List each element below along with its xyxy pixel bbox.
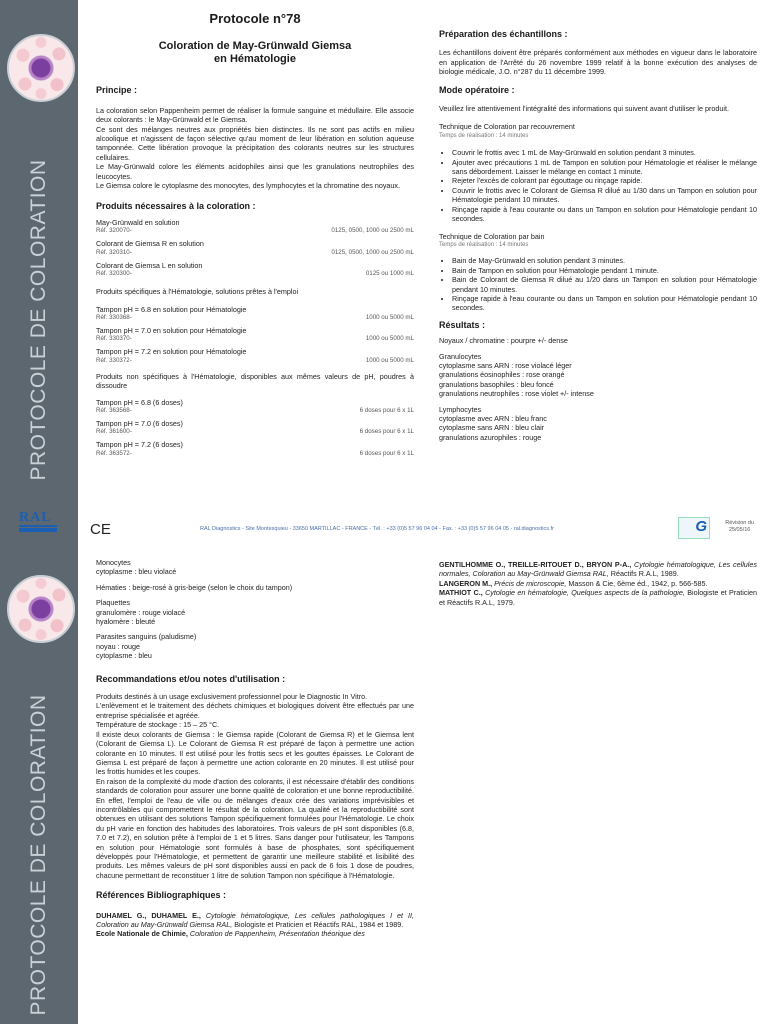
product-ref-row: [96, 249, 414, 257]
technique-recouvrement-title: Technique de Coloration par recouvrement: [439, 122, 575, 132]
principe-paragraph: Le May-Grünwald colore les éléments acidophiles ainsi que les granulations neutrophiles des leucocytes.: [96, 162, 414, 181]
technique-step: • Couvrir le frottis avec 1 mL de May-Grünwald en solution pendant 3 minutes.: [452, 148, 757, 157]
product-ref-row: [96, 335, 414, 343]
technique-recouvrement-time: Temps de réalisation : 14 minutes: [439, 132, 529, 139]
product-ref: Réf. 330370-: [96, 335, 132, 343]
resultat-line: granulations azurophiles : rouge: [439, 432, 542, 442]
technique-bain-steps: [439, 256, 757, 312]
product-name: Tampon pH = 7.2 en solution pour Hématologie: [96, 347, 247, 357]
product-item: [96, 305, 414, 322]
bibliography-entry: [439, 579, 757, 588]
product-ref-row: [96, 407, 414, 415]
product-name: Tampon pH = 7.0 (6 doses): [96, 418, 183, 428]
product-ref: Réf. 320070-: [96, 227, 132, 235]
page-footer: [90, 518, 758, 540]
product-name: Tampon pH = 7.0 en solution pour Hématologie: [96, 325, 247, 335]
bibliography-entry: [96, 929, 414, 938]
bibliography-title: Cytologie hématologique, Les cellules pathologiques I et II, Coloration au May-Grünwald Giemsa RAL,: [96, 910, 414, 929]
product-quantity: 1000 ou 5000 mL: [365, 335, 414, 343]
resultat-line: Hématies : beige-rosé à gris-beige (selon le choix du tampon): [96, 582, 293, 592]
bibliography-entry: [96, 911, 414, 930]
page-title: Protocole n°78: [209, 11, 301, 26]
product-ref: Réf. 361600-: [96, 428, 132, 436]
resultat-line: granulomère : rouge violacé: [96, 607, 186, 617]
resultats-hematies: [96, 583, 414, 592]
vertical-title-bottom: PROTOCOLE DE COLORATION: [27, 694, 50, 1016]
product-name: Colorant de Giemsa L en solution: [96, 260, 203, 270]
resultat-line: cytoplasme sans ARN : bleu clair: [439, 423, 545, 433]
product-ref: Réf. 320310-: [96, 248, 132, 256]
resultat-line: Noyaux / chromatine : pourpre +/- dense: [439, 336, 568, 346]
resultat-line: hyalomère : bleuté: [96, 617, 156, 627]
bibliography-publisher: Biologiste et Praticien et Réactifs RAL, 1984 et 1989.: [234, 920, 404, 929]
subtitle-line: en Hématologie: [214, 53, 296, 66]
resultat-line: cytoplasme sans ARN : rose violacé léger: [439, 360, 572, 370]
recommandation-paragraph: Température de stockage : 15 – 25 °C.: [96, 720, 220, 730]
bibliography-entry: [439, 588, 757, 607]
bibliography-publisher: Masson & Cie, 6ème éd., 1942, p. 566-585.: [568, 578, 708, 588]
product-item: [96, 398, 414, 415]
product-name: Tampon pH = 6.8 en solution pour Hématologie: [96, 304, 247, 314]
technique-step: • Bain de May-Grünwald en solution pendant 3 minutes.: [452, 256, 757, 265]
right-column: [439, 30, 757, 442]
bibliography-list: [96, 911, 414, 939]
bibliography-list-right: [439, 560, 757, 607]
certification-logo: G: [678, 517, 710, 539]
product-ref-row: [96, 450, 414, 458]
page2-left-column: [96, 558, 414, 939]
resultats-monocytes: [96, 558, 414, 577]
technique-bain-time: Temps de réalisation : 14 minutes: [439, 241, 529, 248]
principe-paragraph: Le Giemsa colore le cytoplasme des monocytes, des lymphocytes et la chromatine des noyaux.: [96, 181, 401, 191]
technique-step: • Couvrir le frottis avec le Colorant de Giemsa R dilué au 1/30 dans un Tampon en solution pour Hématologie pendant 10 minutes.: [452, 186, 757, 205]
principe-paragraph: Ce sont des mélanges neutres aux propriétés bien distinctes. Ils ne sont pas actifs en milieu alcoolique et n'agissent de façon sélective qu'au moment de leur libération en solution aqueuse tamponnée. Cette libération provoque la précipitation des colorants neutres sur les structures cellulaires.: [96, 124, 414, 162]
resultat-line: Lymphocytes: [439, 404, 482, 414]
footer-address: RAL Diagnostics - Site Montesquieu - 33650 MARTILLAC - FRANCE - Tél. : +33 (0)5 57 96 04 04 - Fax. : +33 (0)5 57 96 04 05 - ral.diagnostics.fr: [200, 526, 554, 532]
product-item: [96, 419, 414, 436]
product-name: May-Grünwald en solution: [96, 217, 180, 227]
resultat-line: cytoplasme avec ARN : bleu franc: [439, 414, 547, 423]
resultat-line: Parasites sanguins (paludisme): [96, 632, 197, 642]
product-ref-row: [96, 314, 414, 322]
recommandation-paragraph: En raison de la complexité du mode d'action des colorants, il est nécessaire d'établir des conditions standards de coloration pour assurer une bonne qualité de coloration et une bonne reproductibilité. En effet, l'emploi de l'eau de ville ou de mélanges d'eaux crée des variations imprévisibles et incontrôlables qui compromettent le résultat de la coloration. La qualité et la reproductibilité sont obtenues en utilisant des solutions Tampon spécifiquement formulées pour l'Hématologie. Le choix du pH varie en fonction des habitudes des laboratoires. Trois valeurs de pH sont disponibles (6.8, 7.0 et 7.2), en solution prête à l'emploi de 1 et 5 litres. Sans danger pour l'utilisateur, les Tampons en solution pour Hématologie sont formulés à base de phosphates, sont spécifiquement développés pour l'Hématologie, et permettent de garantir une meilleure stabilité et lisibilité des produits. Les mêmes valeurs de pH sont disponibles aussi en pack de 6 fois 1 dose de poudres, chacune permettant de reconstituer 1 litre de solution Tampon non spécifique à l'Hématologie.: [96, 776, 414, 880]
product-list: [96, 218, 414, 278]
bibliography-entry: [439, 560, 757, 579]
specific-intro: Produits spécifiques à l'Hématologie, solutions prêtes à l'emploi: [96, 287, 299, 297]
product-quantity: 0125, 0500, 1000 ou 2500 mL: [331, 227, 414, 235]
bibliography-authors: DUHAMEL G., DUHAMEL E.,: [96, 910, 206, 920]
product-item: [96, 440, 414, 457]
product-ref: Réf. 320300-: [96, 270, 132, 278]
product-ref: Réf. 330368-: [96, 313, 132, 321]
preparation-heading: Préparation des échantillons :: [439, 29, 568, 39]
revision-info: Révision du 25/05/16: [725, 520, 754, 533]
resultat-line: granulations éosinophiles : rose orangé: [439, 370, 565, 380]
bibliography-publisher: Biologiste et Praticien et Réactifs R.A.L, 1979.: [439, 588, 758, 607]
bibliography-publisher: Réactifs R.A.L, 1989.: [610, 569, 679, 579]
resultat-line: cytoplasme : bleu violacé: [96, 567, 177, 577]
principe-paragraph: La coloration selon Pappenheim permet de réaliser la formule sanguine et médullaire. Elle associe deux colorants : le May-Grünwald et le Giemsa.: [96, 105, 414, 125]
bibliography-title: Coloration de Pappenheim, Présentation théorique des: [189, 929, 365, 939]
product-quantity: 1000 ou 5000 mL: [365, 313, 414, 321]
bibliography-authors: LANGERON M.,: [439, 578, 495, 588]
bibliographie-heading: Références Bibliographiques :: [96, 890, 227, 901]
product-item: [96, 326, 414, 343]
technique-step: • Rinçage rapide à l'eau courante ou dans un Tampon en solution pour Hématologie pendant 10 secondes.: [452, 205, 757, 224]
technique-step: • Ajouter avec précautions 1 mL de Tampon en solution pour Hématologie et réaliser le mélange sans débordement. Laisser le mélange en contact 1 minute.: [452, 158, 757, 177]
product-quantity: 6 doses pour 6 x 1L: [359, 428, 414, 436]
resultat-line: cytoplasme : bleu: [96, 651, 152, 661]
resultat-line: Granulocytes: [439, 351, 482, 361]
bibliography-authors: GENTILHOMME O., TREILLE-RITOUET D., BRYON P-A.,: [439, 560, 635, 569]
product-item: [96, 261, 414, 278]
page2-right-column: [439, 560, 757, 607]
resultats-granulocytes: [439, 352, 757, 399]
resultat-line: granulations basophiles : bleu foncé: [439, 379, 554, 389]
left-column: [96, 11, 414, 458]
bibliography-title: Cytologie en hématologie, Quelques aspects de la pathologie,: [485, 588, 688, 598]
ce-mark: CE: [90, 521, 111, 538]
product-name: Tampon pH = 6.8 (6 doses): [96, 397, 183, 407]
nonspecific-intro: Produits non spécifiques à l'Hématologie, disponibles aux mêmes valeurs de pH, poudres à dissoudre: [96, 371, 414, 391]
product-quantity: 6 doses pour 6 x 1L: [359, 449, 414, 457]
recommandations-text: [96, 692, 414, 880]
bibliography-authors: MATHIOT C.,: [439, 588, 486, 598]
recommandation-paragraph: L'enlèvement et le traitement des déchets chimiques et biologiques doivent être effectués par une entreprise spécialisée et agréée.: [96, 701, 414, 720]
page-subtitle: [96, 40, 414, 66]
technique-step: • Bain de Tampon en solution pour Hématologie pendant 1 minute.: [452, 266, 757, 275]
nonspecific-product-list: [96, 398, 414, 458]
product-ref-row: [96, 357, 414, 365]
bibliography-title: Cytologie hématologique, Les cellules normales, Coloration au May-Grünwald Giemsa RAL,: [439, 560, 757, 579]
product-name: Tampon pH = 7.2 (6 doses): [96, 440, 183, 450]
vertical-title-top: PROTOCOLE DE COLORATION: [27, 159, 50, 481]
principe-heading: Principe :: [96, 85, 138, 96]
product-ref: Réf. 330372-: [96, 356, 132, 364]
bibliography-authors: Ecole Nationale de Chimie,: [96, 929, 190, 939]
technique-step: • Rejeter l'excès de colorant par égouttage ou rinçage rapide.: [452, 176, 757, 185]
product-ref-row: [96, 270, 414, 278]
resultats-parasites: [96, 632, 414, 660]
product-name: Colorant de Giemsa R en solution: [96, 239, 204, 249]
principe-text: [96, 106, 414, 191]
produits-heading: Produits nécessaires à la coloration :: [96, 201, 256, 212]
resultats-plaquettes: [96, 598, 414, 626]
ral-logo: RAL: [19, 511, 57, 532]
resultat-line: Plaquettes: [96, 598, 130, 608]
product-quantity: 6 doses pour 6 x 1L: [359, 406, 414, 414]
resultat-line: noyau : rouge: [96, 641, 140, 651]
product-quantity: 0125, 0500, 1000 ou 2500 mL: [331, 248, 414, 256]
product-ref: Réf. 363572-: [96, 449, 132, 457]
specific-product-list: [96, 305, 414, 365]
product-ref: Réf. 363568-: [96, 406, 132, 414]
resultat-line: Monocytes: [96, 558, 131, 567]
resultats-lymphocytes: [439, 405, 757, 443]
sidebar: [0, 0, 78, 1024]
product-quantity: 1000 ou 5000 mL: [365, 356, 414, 364]
subtitle-line: Coloration de May-Grünwald Giemsa: [158, 40, 352, 53]
product-ref-row: [96, 227, 414, 235]
resultats-heading: Résultats :: [439, 319, 486, 330]
resultats-noyaux: [439, 336, 757, 345]
product-item: [96, 347, 414, 364]
recommandation-paragraph: Produits destinés à un usage exclusivement professionnel pour le Diagnostic In Vitro.: [96, 692, 368, 702]
preparation-text: Les échantillons doivent être préparés conformément aux méthodes en vigueur dans le laboratoire en application de l'Arrêté du 26 novembre 1999 relatif à la bonne exécution des analyses de biologie médicale, J.O. n°287 du 11 décembre 1999.: [439, 48, 757, 77]
recommandations-heading: Recommandations et/ou notes d'utilisation :: [96, 673, 286, 684]
product-ref-row: [96, 428, 414, 436]
product-item: [96, 239, 414, 256]
recommandation-paragraph: Il existe deux colorants de Giemsa : le Giemsa rapide (Colorant de Giemsa R) et le Giemsa lent (Colorant de Giemsa L). Le Colorant de Giemsa R est préparé de façon à permettre une action colorante en 10 minutes. Il est utilisé pour les frottis secs et les gouttes épaisses. Le Colorant de Giemsa L est préparé de façon à permettre une action colorante en 20 minutes. Il est utilisé pour les frottis humides et les coupes.: [96, 729, 414, 777]
bibliography-title: Précis de microscopie,: [494, 578, 569, 588]
mode-heading: Mode opératoire :: [439, 84, 515, 95]
technique-bain-title: Technique de Coloration par bain: [439, 231, 545, 241]
technique-recouvrement-steps: [439, 148, 757, 223]
product-item: [96, 218, 414, 235]
blood-cell-image: [7, 34, 75, 102]
technique-step: • Rinçage rapide à l'eau courante ou dans un Tampon en solution pour Hématologie pendant 10 secondes.: [452, 294, 757, 313]
product-quantity: 0125 ou 1000 mL: [365, 270, 414, 278]
blood-cell-image: [7, 575, 75, 643]
resultat-line: granulations neutrophiles : rose violet +/- intense: [439, 389, 594, 399]
mode-intro: Veuillez lire attentivement l'intégralité des informations qui suivent avant d'utiliser le produit.: [439, 104, 729, 114]
technique-step: • Bain de Colorant de Giemsa R dilué au 1/20 dans un Tampon en solution pour Hématologie pendant 10 minutes.: [452, 275, 757, 294]
